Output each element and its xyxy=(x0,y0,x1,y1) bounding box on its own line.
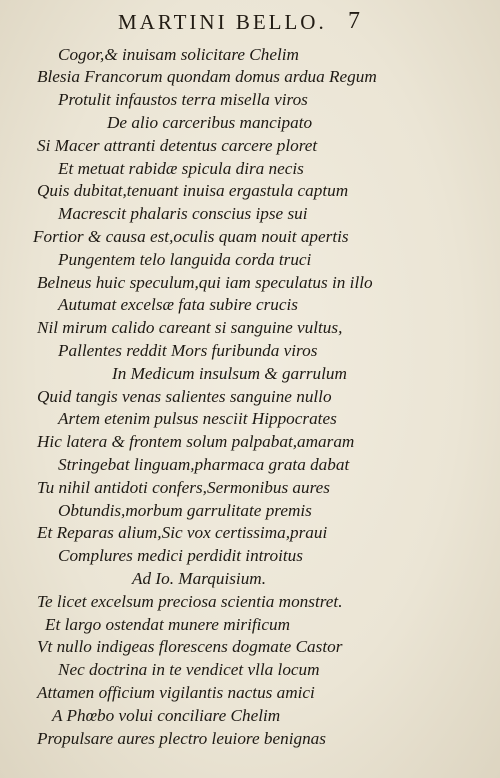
verse-line: Obtundis,morbum garrulitate premis xyxy=(58,501,312,520)
verse-line: Quis dubitat,tenuant inuisa ergastula captum xyxy=(37,181,349,200)
verse-line: Pallentes reddit Mors furibunda viros xyxy=(58,341,318,360)
verse-line: Protulit infaustos terra misella viros xyxy=(58,90,308,109)
verse-line: Complures medici perdidit introitus xyxy=(58,546,303,565)
section-heading: In Medicum insulsum & garrulum xyxy=(112,364,347,383)
verse-line: Fortior & causa est,oculis quam nouit apertis xyxy=(33,227,349,246)
verse-line: Blesia Francorum quondam domus ardua Regum xyxy=(37,67,377,86)
page-header xyxy=(0,8,500,38)
verse-line: Macrescit phalaris conscius ipse sui xyxy=(58,204,308,223)
section-heading: Ad Io. Marquisium. xyxy=(132,569,266,588)
verse-line: Et largo ostendat munere mirificum xyxy=(45,615,291,634)
verse-line: Te licet excelsum preciosa scientia monstret. xyxy=(37,592,343,611)
section-heading: De alio carceribus mancipato xyxy=(107,113,313,132)
verse-line: Belneus huic speculum,qui iam speculatus in illo xyxy=(37,273,373,292)
verse-line: Artem etenim pulsus nesciit Hippocrates xyxy=(58,409,337,428)
verse-line: Pungentem telo languida corda truci xyxy=(58,250,312,269)
verse-line: A Phœbo volui conciliare Chelim xyxy=(52,706,281,725)
running-head: MARTINI BELLO. xyxy=(118,10,327,34)
verse-line: Tu nihil antidoti confers,Sermonibus aures xyxy=(37,478,330,497)
verse-line: Propulsare aures plectro leuiore benignas xyxy=(37,729,326,748)
verse-line: Cogor,& inuisam solicitare Chelim xyxy=(58,45,299,64)
verse-line: Et metuat rabidæ spicula dira necis xyxy=(58,159,304,178)
page-number: 7 xyxy=(348,8,360,34)
verse-line: Hic latera & frontem solum palpabat,amaram xyxy=(37,432,355,451)
verse-line: Autumat excelsæ fata subire crucis xyxy=(58,295,298,314)
verse-line: Et Reparas alium,Sic vox certissima,praui xyxy=(37,523,328,542)
verse-line: Nil mirum calido careant si sanguine vultus, xyxy=(37,318,343,337)
verse-line: Quid tangis venas salientes sanguine nullo xyxy=(37,387,332,406)
verse-line: Nec doctrina in te vendicet vlla locum xyxy=(58,660,320,679)
verse-line: Vt nullo indigeas florescens dogmate Castor xyxy=(37,637,343,656)
verse-line: Si Macer attranti detentus carcere ploret xyxy=(37,136,318,155)
verse-line: Stringebat linguam,pharmaca grata dabat xyxy=(58,455,350,474)
verse-line: Attamen officium vigilantis nactus amici xyxy=(37,683,315,702)
